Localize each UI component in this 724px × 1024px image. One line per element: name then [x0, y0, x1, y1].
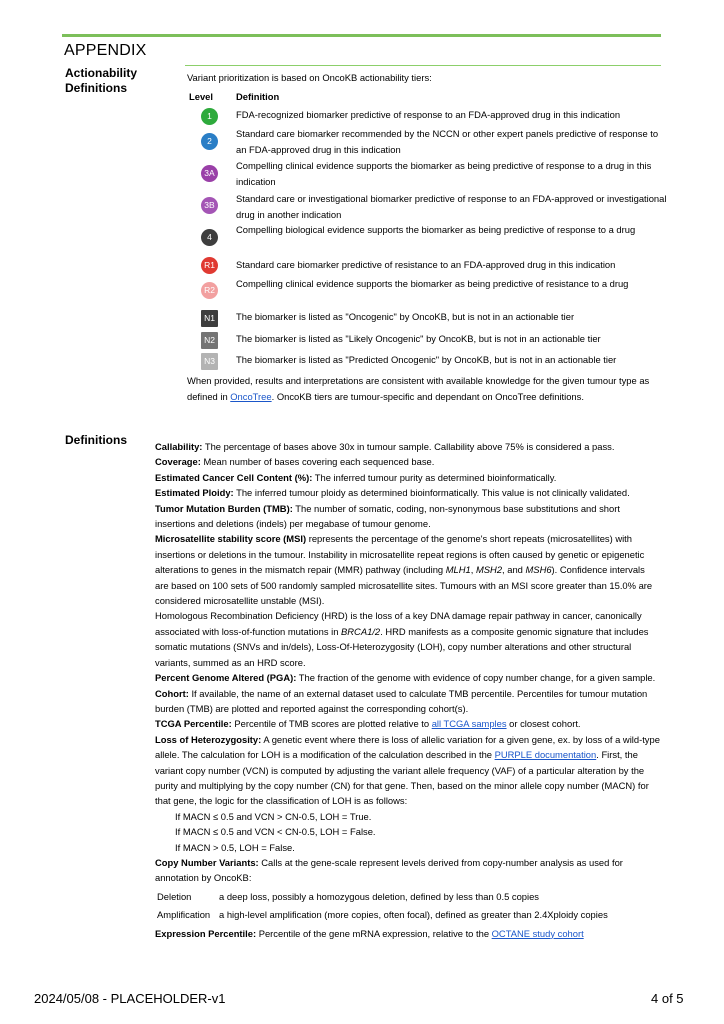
level-column-header: Level: [189, 91, 213, 102]
tier-badge: N3: [201, 353, 218, 370]
text-expression: Percentile of the gene mRNA expression, relative to the: [256, 927, 492, 939]
actionability-rule: [185, 65, 661, 66]
text-cancer-cell-content: The inferred tumour purity as determined bioinformatically.: [312, 471, 557, 483]
gene-msh6: MSH6: [525, 564, 552, 576]
tier-badge: 2: [201, 133, 218, 150]
definition-pga: [155, 670, 660, 685]
footer-date-version: 2024/05/08 - PLACEHOLDER-v1: [34, 991, 226, 1006]
actionability-heading-line2: Definitions: [65, 81, 127, 95]
closing-text: When provided, results and interpretations are consistent with available knowledge for the given tumour type as defined in: [187, 375, 650, 402]
tier-badge: 3A: [201, 165, 218, 182]
page-number: 4 of 5: [651, 991, 684, 1006]
tcga-samples-link[interactable]: all TCGA samples: [431, 718, 507, 730]
term-cnv: Copy Number Variants:: [155, 856, 259, 868]
definition-callability: [155, 439, 660, 454]
text-loh: A genetic event where there is loss of allelic variation for a given gene, ex. by loss of a wild-type allele. The calculation for LOH is a modification of the calculation described in the: [155, 733, 660, 761]
text-sep: ,: [470, 564, 476, 576]
term-cohort: Cohort:: [155, 687, 189, 699]
cnv-term: Amplification: [157, 909, 211, 921]
definitions-body: [155, 439, 660, 941]
actionability-heading: [65, 66, 137, 96]
term-msi: Microsatellite stability score (MSI): [155, 533, 307, 545]
tier-badge: 1: [201, 108, 218, 125]
text-tcga: Percentile of TMB scores are plotted relative to: [231, 718, 432, 730]
tier-badge: 3B: [201, 197, 218, 214]
text-coverage: Mean number of bases covering each sequenced base.: [200, 456, 435, 468]
oncotree-link[interactable]: OncoTree: [230, 390, 272, 402]
cnv-term: Deletion: [157, 890, 192, 902]
tier-badge: N2: [201, 332, 218, 349]
term-pga: Percent Genome Altered (PGA):: [155, 672, 297, 684]
tier-definition: Compelling clinical evidence supports the biomarker as being predictive of resistance to a drug: [236, 278, 629, 289]
cnv-row-deletion: [155, 889, 660, 904]
term-cancer-cell-content: Estimated Cancer Cell Content (%):: [155, 471, 313, 483]
definition-tcga-percentile: [155, 716, 660, 731]
definition-coverage: [155, 454, 660, 469]
tier-definition: FDA-recognized biomarker predictive of response to an FDA-approved drug in this indication: [236, 109, 621, 120]
page-title: APPENDIX: [64, 42, 147, 59]
text-sep: , and: [502, 564, 526, 576]
definition-hrd: [155, 608, 660, 670]
text-msi-end: ). Confidence intervals are based on 100 sets of 500 randomly sampled microsatellite sites. Tumours with an MSI score greater than 15.0% are considered microsatellite unstable (MSI).: [155, 564, 653, 607]
tier-badge: R1: [201, 257, 218, 274]
gene-brca: BRCA1/2: [341, 625, 381, 637]
text-ploidy: The inferred tumour ploidy as determined bioinformatically. This value is not clinically validated.: [233, 487, 630, 499]
actionability-heading-line1: Actionability: [65, 66, 138, 80]
term-tcga-percentile: TCGA Percentile:: [155, 718, 232, 730]
gene-msh2: MSH2: [475, 564, 503, 576]
text-msi: represents the percentage of the genome's short repeats (microsatellites) with insertions or deletions in the tumour. Instability in microsatellite repeat regions is often caused by genetic or epigenetic alterations to genes in the mismatch repair (MMR) pathway (including: [155, 533, 645, 576]
definition-column-header: Definition: [236, 91, 280, 102]
definition-tmb: [155, 501, 660, 532]
gene-mlh1: MLH1: [445, 564, 471, 576]
loh-rule: If MACN > 0.5, LOH = False.: [175, 841, 295, 853]
cnv-definition: a high-level amplification (more copies, often focal), defined as greater than 2.4Xploidy copies: [219, 909, 608, 921]
text-callability: The percentage of bases above 30x in tumour sample. Callability above 75% is considered a pass.: [202, 441, 615, 452]
actionability-closing-note: [187, 373, 662, 404]
definition-ploidy: [155, 485, 660, 500]
tier-definition: The biomarker is listed as "Oncogenic" by OncoKB, but is not in an actionable tier: [236, 311, 575, 322]
text-tcga-end: or closest cohort.: [506, 718, 581, 730]
definition-cohort: [155, 686, 660, 717]
text-loh-end: . First, the variant copy number (VCN) is computed by adjusting the variant allele frequency (VAF) of a particular alteration by the purity and multiplying by the copy number (CN) for that gene. Then, based on the minor allele copy number (MACN) for that gene, the logic for the classification of LOH is as follows:: [155, 749, 649, 807]
term-loh: Loss of Heterozygosity:: [155, 733, 262, 745]
text-hrd-end: . HRD manifests as a composite genomic signature that includes somatic mutations (SNVs and in/dels), Loss-Of-Heterozygosity (LOH), copy number alterations and other structural variants, summed as an HRD score.: [155, 625, 649, 668]
loh-rule: If MACN ≤ 0.5 and VCN > CN-0.5, LOH = True.: [175, 810, 372, 822]
definition-loh: [155, 732, 660, 809]
tier-definition: Standard care biomarker predictive of resistance to an FDA-approved drug in this indication: [236, 259, 616, 270]
definition-expression-percentile: [155, 926, 660, 941]
definition-cancer-cell-content: [155, 470, 660, 485]
term-tmb: Tumor Mutation Burden (TMB):: [155, 502, 293, 514]
term-callability: Callability:: [155, 441, 203, 452]
tier-badge: 4: [201, 229, 218, 246]
term-expression-percentile: Expression Percentile:: [155, 927, 257, 939]
text-pga: The fraction of the genome with evidence of copy number change, for a given sample.: [296, 672, 656, 684]
top-rule: [62, 34, 661, 37]
term-ploidy: Estimated Ploidy:: [155, 487, 234, 499]
tier-definition: Standard care or investigational biomarker predictive of response to an FDA-approved or investigational drug in another indication: [236, 193, 667, 220]
loh-rule: If MACN ≤ 0.5 and VCN < CN-0.5, LOH = False.: [175, 826, 376, 838]
term-coverage: Coverage:: [155, 456, 201, 468]
tier-definition: Compelling biological evidence supports the biomarker as being predictive of response to a drug: [236, 224, 636, 235]
cnv-definition: a deep loss, possibly a homozygous deletion, defined by less than 0.5 copies: [219, 890, 539, 902]
tier-badge: R2: [201, 282, 218, 299]
cnv-row-amplification: [155, 907, 660, 922]
text-cnv: Calls at the gene-scale represent levels derived from copy-number analysis as used for annotation by OncoKB:: [155, 856, 623, 884]
tier-definition: The biomarker is listed as "Predicted Oncogenic" by OncoKB, but is not in an actionable tier: [236, 354, 617, 365]
definition-msi: [155, 531, 660, 608]
tier-badge: N1: [201, 310, 218, 327]
tier-definition: Compelling clinical evidence supports the biomarker as being predictive of response to a drug in this indication: [236, 160, 652, 187]
definition-cnv: [155, 855, 660, 886]
closing-text-end: . OncoKB tiers are tumour-specific and dependant on OncoTree definitions.: [271, 390, 584, 402]
purple-documentation-link[interactable]: PURPLE documentation: [494, 749, 597, 761]
octane-cohort-link[interactable]: OCTANE study cohort: [491, 927, 584, 939]
tier-definition: The biomarker is listed as "Likely Oncogenic" by OncoKB, but is not in an actionable tier: [236, 333, 601, 344]
actionability-intro: Variant prioritization is based on OncoKB actionability tiers:: [187, 72, 432, 83]
text-cohort: If available, the name of an external dataset used to calculate TMB percentile. Percentiles for tumour mutation burden (TMB) are plotted and reported against the corresponding cohort(s).: [155, 687, 648, 714]
text-hrd: Homologous Recombination Deficiency (HRD) is the loss of a key DNA damage repair pathway in cancer, canonically associated with loss-of-function mutations in: [155, 610, 642, 637]
definitions-heading: Definitions: [65, 433, 127, 447]
tier-definition: Standard care biomarker recommended by the NCCN or other expert panels predictive of response to an FDA-approved drug in this indication: [236, 128, 659, 155]
text-tmb: The number of somatic, coding, non-synonymous base substitutions and short insertions and deletions (indels) per megabase of tumour genome.: [155, 502, 620, 530]
